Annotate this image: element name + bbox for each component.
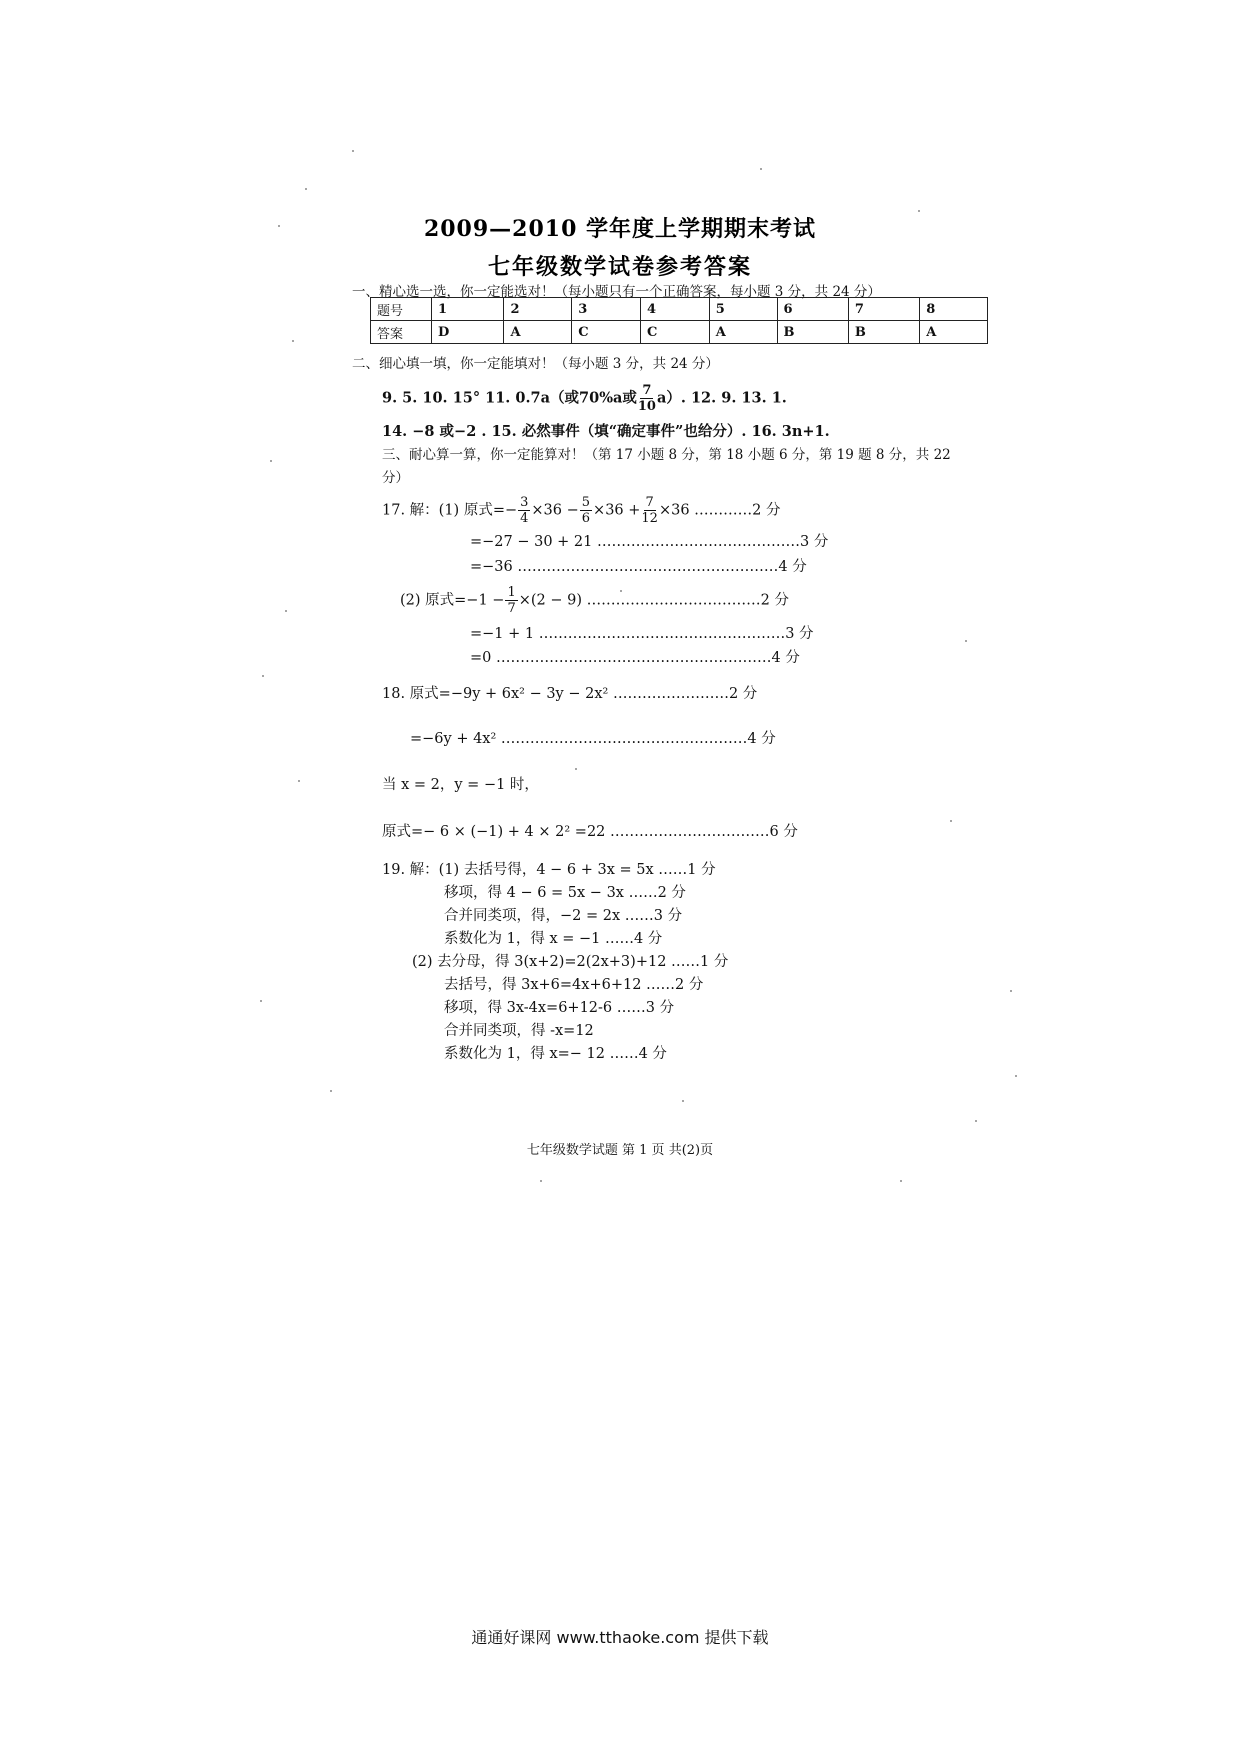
document-subtitle: 七年级数学试卷参考答案 (487, 254, 752, 280)
table-cell: A (709, 321, 777, 344)
q19-line5: (2) 去分母，得 3(x+2)=2(2x+3)+12 ……1 分 (412, 954, 729, 970)
fraction-numerator: 7 (642, 383, 652, 398)
table-row-answers (371, 321, 988, 344)
fraction-numerator: 5 (581, 495, 591, 510)
q17-part2-line3: =0 …………………………………………………4 分 (470, 650, 800, 666)
fraction-denominator: 10 (637, 399, 656, 414)
table-cell: C (572, 321, 641, 344)
q17-text: ×36 + (593, 502, 641, 519)
fraction-numerator: 1 (507, 585, 516, 600)
table-cell: D (432, 321, 504, 344)
q17-text: ×36 …………2 分 (658, 502, 781, 519)
fraction-numerator: 3 (520, 495, 529, 510)
q17-part1-line2: =−27 − 30 + 21 ……………………………………3 分 (470, 534, 829, 550)
q17-part2-line1 (400, 585, 789, 616)
page-footer: 七年级数学试题 第 1 页 共(2)页 (526, 1143, 714, 1158)
q19-line6: 去括号，得 3x+6=4x+6+12 ……2 分 (444, 977, 704, 993)
answers-11-13: a）. 12. 9. 13. 1. (656, 389, 787, 407)
q17-text: ×36 − (531, 502, 579, 519)
table-row-numbers (371, 298, 988, 321)
section1-heading: 一、精心选一选，你一定能选对！（每小题只有一个正确答案，每小题 3 分，共 24 分） (352, 284, 881, 300)
table-cell: 3 (572, 298, 641, 321)
table-cell: 6 (777, 298, 848, 321)
table-cell: A (504, 321, 572, 344)
table-cell: B (777, 321, 848, 344)
section3-heading-cont: 分） (382, 470, 409, 486)
q18-line3: 当 x = 2，y = −1 时， (382, 777, 539, 793)
table-cell: 4 (641, 298, 710, 321)
q18-line2: =−6y + 4x² ……………………………………………4 分 (410, 731, 776, 747)
answer-table (370, 297, 988, 344)
q19-line2: 移项，得 4 − 6 = 5x − 3x ……2 分 (444, 885, 686, 901)
q19-line3: 合并同类项，得，−2 = 2x ……3 分 (444, 908, 683, 924)
section2-heading: 二、细心填一填，你一定能填对！（每小题 3 分，共 24 分） (352, 356, 719, 372)
fraction-denominator: 6 (581, 511, 591, 526)
fraction (518, 495, 530, 526)
table-cell: A (920, 321, 988, 344)
q18-line4: 原式=− 6 × (−1) + 4 × 2² =22 ……………………………6 分 (382, 824, 798, 840)
table-cell: 7 (848, 298, 919, 321)
q17-text: (2) 原式=−1 − (400, 592, 505, 609)
table-cell: 1 (432, 298, 504, 321)
q17-text: 17. 解：(1) 原式=− (382, 502, 518, 519)
fraction-denominator: 7 (507, 601, 516, 616)
q17-text: ×(2 − 9) ………………………………2 分 (518, 592, 789, 609)
site-footer: 通通好课网 www.tthaoke.com 提供下载 (471, 1628, 769, 1647)
fraction-numerator: 7 (645, 495, 654, 510)
answers-9-11: 9. 5. 10. 15° 11. 0.7a（或70%a或 (382, 389, 637, 407)
q19-line4: 系数化为 1，得 x = −1 ……4 分 (444, 931, 663, 947)
fraction (641, 495, 658, 526)
fraction-denominator: 4 (520, 511, 529, 526)
section3-heading: 三、耐心算一算，你一定能算对！（第 17 小题 8 分，第 18 小题 6 分，第 19 题 8 分，共 22 (382, 447, 951, 463)
table-cell: 8 (920, 298, 988, 321)
q19-line7: 移项，得 3x-4x=6+12-6 ……3 分 (444, 1000, 675, 1016)
q17-part1-line3: =−36 ………………………………………………4 分 (470, 559, 807, 575)
table-header-number: 题号 (371, 298, 432, 321)
q18-line1: 18. 原式=−9y + 6x² − 3y − 2x² ……………………2 分 (382, 686, 758, 702)
section2-line2: 14. −8 或−2 . 15. 必然事件（填“确定事件”也给分）. 16. 3n+1. (382, 423, 830, 440)
fraction-denominator: 12 (641, 511, 658, 526)
q19-line9: 系数化为 1，得 x=− 12 ……4 分 (444, 1046, 667, 1062)
table-cell: C (641, 321, 710, 344)
fraction (505, 585, 517, 616)
q17-part2-line2: =−1 + 1 ……………………………………………3 分 (470, 626, 814, 642)
fraction (638, 383, 656, 414)
section2-line1 (382, 383, 787, 414)
q19-line1: 19. 解：(1) 去括号得，4 − 6 + 3x = 5x ……1 分 (382, 862, 716, 878)
table-cell: B (848, 321, 919, 344)
document-title: 2009—2010 学年度上学期期末考试 (423, 216, 817, 242)
table-header-answer: 答案 (371, 321, 432, 344)
q19-line8: 合并同类项，得 -x=12 (444, 1023, 594, 1039)
table-cell: 5 (709, 298, 777, 321)
fraction (580, 495, 592, 526)
q17-part1-line1 (382, 495, 781, 526)
table-cell: 2 (504, 298, 572, 321)
